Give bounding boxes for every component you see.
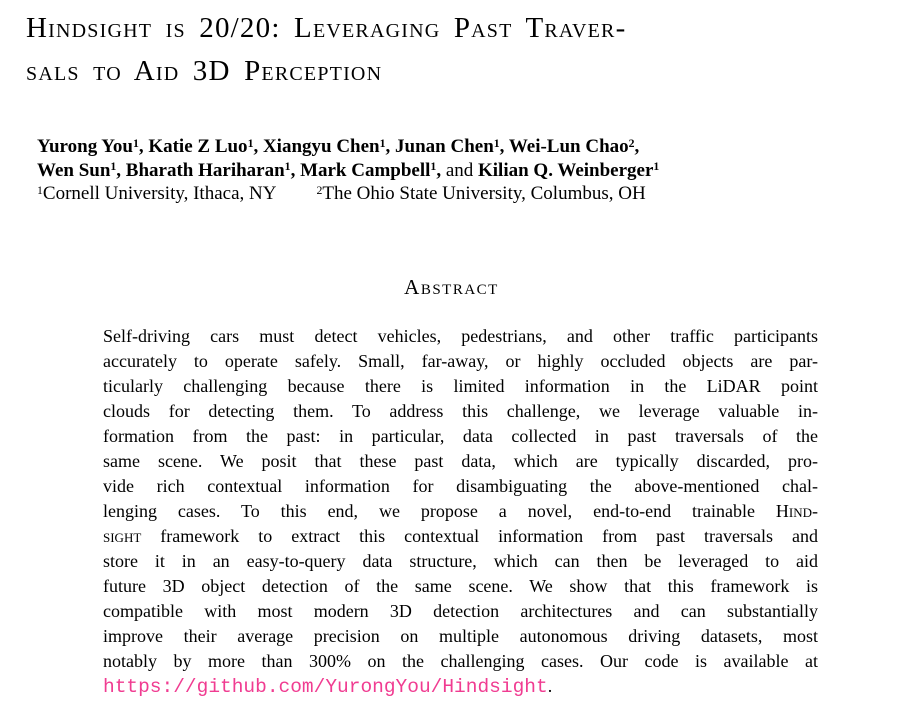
author-block: [37, 135, 659, 206]
text-segment: accurately to operate safely. Small, far-away, or highly occluded objects are par-: [103, 351, 818, 371]
text-segment: framework to extract this contextual information from past traversals and: [141, 526, 818, 546]
affiliation-ohio-state: The Ohio State University, Columbus, OH: [322, 183, 646, 204]
affiliations-line: [37, 182, 659, 206]
affiliation-mark: 1: [110, 160, 117, 174]
text-segment: future 3D object detection of the same scene. We show that this framework is: [103, 576, 818, 596]
abstract-line-6: [103, 449, 818, 474]
text-segment: notably by more than 300% on the challenging cases. Our code is available at: [103, 651, 818, 671]
affiliation-mark: 1: [37, 183, 43, 197]
abstract-body: [103, 324, 818, 700]
text-segment: clouds for detecting them. To address this challenge, we leverage valuable in-: [103, 401, 818, 421]
affiliation-mark: 1: [247, 136, 254, 150]
separator: ,: [634, 136, 640, 157]
authors-line-2: [37, 159, 659, 183]
affiliation-mark: 1: [430, 160, 437, 174]
author-yurong-you: Yurong You: [37, 136, 133, 157]
affiliation-mark: 1: [132, 136, 139, 150]
conjunction-and: and: [441, 159, 478, 181]
affiliation-cornell: Cornell University, Ithaca, NY: [42, 183, 277, 204]
affiliation-mark: 2: [628, 136, 635, 150]
authors-line-1: [37, 135, 659, 159]
title-line-2: sals to Aid 3D Perception: [26, 55, 383, 87]
text-segment: ticularly challenging because there is limited information in the LiDAR point: [103, 376, 818, 396]
affiliation-mark: 1: [284, 160, 291, 174]
text-segment: compatible with most modern 3D detection architectures and can substantially: [103, 601, 818, 621]
affiliation-mark: 1: [379, 136, 386, 150]
affiliation-mark: 1: [493, 136, 500, 150]
hindsight-smallcaps: sight: [103, 526, 142, 546]
author-xiangyu-chen: , Xiangyu Chen: [253, 136, 380, 157]
abstract-line-3: [103, 374, 818, 399]
text-segment: vide rich contextual information for disambiguating the above-mentioned chal-: [103, 476, 818, 496]
github-link[interactable]: https://github.com/YurongYou/Hindsight: [103, 676, 548, 698]
text-segment: formation from the past: in particular, data collected in past traversals of the: [103, 426, 818, 446]
abstract-line-5: [103, 424, 818, 449]
hindsight-smallcaps: Hind-: [775, 501, 818, 521]
abstract-line-11: [103, 574, 818, 599]
author-wen-sun: Wen Sun: [37, 159, 111, 181]
abstract-line-7: [103, 474, 818, 499]
affiliation-mark: 2: [316, 183, 323, 197]
paper-title: [26, 7, 626, 93]
abstract-line-13: [103, 624, 818, 649]
affiliation-mark: 1: [653, 160, 660, 174]
abstract-line-1: [103, 324, 818, 349]
abstract-line-8: [103, 499, 818, 524]
author-wei-lun-chao: , Wei-Lun Chao: [499, 136, 629, 157]
abstract-line-9: [103, 524, 818, 549]
abstract-line-2: [103, 349, 818, 374]
text-segment: Self-driving cars must detect vehicles, pedestrians, and other traffic participants: [103, 326, 818, 346]
author-katie-z-luo: , Katie Z Luo: [138, 136, 248, 157]
abstract-line-10: [103, 549, 818, 574]
abstract-line-14: [103, 649, 818, 674]
abstract-line-4: [103, 399, 818, 424]
title-line-1: Hindsight is 20/20: Leveraging Past Traver-: [26, 12, 627, 44]
author-kilian-weinberger: Kilian Q. Weinberger: [478, 159, 654, 181]
abstract-heading: Abstract: [404, 275, 499, 299]
author-mark-campbell: , Mark Campbell: [290, 159, 431, 181]
text-segment: lenging cases. To this end, we propose a novel, end-to-end trainable: [103, 501, 776, 521]
author-bharath-hariharan: , Bharath Hariharan: [116, 159, 285, 181]
abstract-line-15: [103, 674, 818, 700]
separator: ,: [436, 159, 442, 181]
text-segment: same scene. We posit that these past data, which are typically discarded, pro-: [103, 451, 818, 471]
text-segment: improve their average precision on multiple autonomous driving datasets, most: [103, 626, 818, 646]
text-segment: store it in an easy-to-query data structure, which can then be leveraged to aid: [103, 551, 818, 571]
sentence-period: .: [547, 676, 553, 696]
author-junan-chen: , Junan Chen: [385, 136, 494, 157]
abstract-line-12: [103, 599, 818, 624]
